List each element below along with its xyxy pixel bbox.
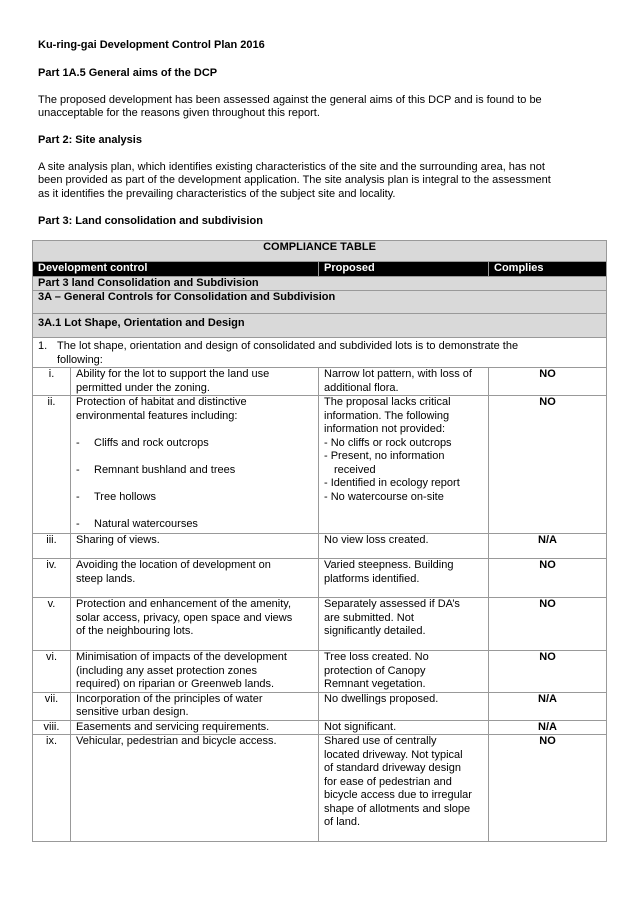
row-control-line: Sharing of views.	[76, 534, 160, 546]
row-control-line: Protection and enhancement of the amenity,	[76, 598, 292, 610]
row-number: ix.	[33, 735, 71, 842]
row-control-line: Vehicular, pedestrian and bicycle access.	[76, 735, 277, 747]
table-row	[33, 598, 607, 651]
row-control-line: Ability for the lot to support the land use	[76, 368, 270, 380]
row-proposed-line: additional flora.	[324, 381, 399, 394]
row-control-line: of the neighbouring lots.	[76, 625, 194, 637]
row-complies: N/A	[489, 720, 607, 735]
table-row	[33, 692, 607, 720]
row-proposed-line: of standard driveway design	[324, 762, 461, 774]
row-proposed-line: Not significant.	[324, 720, 397, 733]
row-control-line: permitted under the zoning.	[76, 381, 210, 394]
row-number: vi.	[33, 651, 71, 693]
header-control: Development control	[33, 262, 319, 277]
row-proposed-line: Narrow lot pattern, with loss of	[324, 368, 472, 380]
row-proposed	[319, 720, 489, 735]
row-complies: NO	[489, 598, 607, 651]
part1-heading: Part 1A.5 General aims of the DCP	[38, 67, 218, 79]
dash-bullet: -	[76, 490, 80, 503]
table-row	[33, 720, 607, 735]
row-control	[71, 692, 319, 720]
row-number: v.	[33, 598, 71, 651]
row-proposed	[319, 368, 489, 396]
row-complies: N/A	[489, 534, 607, 559]
row-proposed	[319, 692, 489, 720]
row-proposed-line: shape of allotments and slope	[324, 802, 471, 815]
row-control-line: sensitive urban design.	[76, 706, 189, 718]
section-3-label: 3A.1 Lot Shape, Orientation and Design	[33, 314, 607, 338]
intro-row	[33, 338, 607, 368]
part1-text-line-1: The proposed development has been assessed against the general aims of this DCP and is found to be	[38, 94, 542, 106]
row-proposed-line: bicycle access due to irregular	[324, 789, 472, 801]
row-proposed	[319, 735, 489, 842]
row-proposed	[319, 651, 489, 693]
sub-item	[76, 464, 313, 478]
row-proposed	[319, 396, 489, 534]
row-number: viii.	[33, 720, 71, 735]
row-proposed-line: information not provided:	[324, 423, 446, 435]
part2-heading: Part 2: Site analysis	[38, 134, 142, 146]
row-proposed-line: No dwellings proposed.	[324, 692, 439, 705]
row-proposed-line: - Present, no information	[324, 450, 445, 462]
row-control	[71, 396, 319, 534]
row-control	[71, 368, 319, 396]
row-proposed-line: received	[334, 463, 376, 476]
row-control-line: Minimisation of impacts of the development	[76, 651, 287, 663]
dcp-heading: Ku-ring-gai Development Control Plan 2016	[38, 39, 265, 51]
row-proposed-line: Varied steepness. Building	[324, 559, 454, 571]
row-control	[71, 598, 319, 651]
sub-item-label: Remnant bushland and trees	[94, 463, 236, 476]
section-row-3	[33, 314, 607, 338]
row-proposed-line: protection of Canopy	[324, 664, 426, 677]
row-proposed	[319, 598, 489, 651]
row-control-line: Protection of habitat and distinctive	[76, 396, 247, 408]
table-row	[33, 368, 607, 396]
row-proposed-line: No view loss created.	[324, 534, 429, 546]
row-complies: NO	[489, 559, 607, 598]
row-control	[71, 735, 319, 842]
row-number: iv.	[33, 559, 71, 598]
row-number: i.	[33, 368, 71, 396]
table-title: COMPLIANCE TABLE	[33, 241, 607, 262]
table-row	[33, 651, 607, 693]
header-proposed: Proposed	[319, 262, 489, 277]
row-control	[71, 720, 319, 735]
row-control	[71, 651, 319, 693]
table-row	[33, 396, 607, 534]
row-proposed-line: significantly detailed.	[324, 625, 426, 637]
row-control-line: Easements and servicing requirements.	[76, 720, 270, 733]
row-control-line: (including any asset protection zones	[76, 664, 257, 677]
row-control-line: Incorporation of the principles of water	[76, 692, 263, 705]
row-control-line: steep lands.	[76, 572, 136, 585]
row-proposed-line: platforms identified.	[324, 572, 420, 585]
row-proposed-line: for ease of pedestrian and	[324, 775, 452, 788]
part2-text-line-2: been provided as part of the development application. The site analysis plan is integral to the assessment	[38, 174, 551, 186]
dash-bullet: -	[76, 436, 80, 449]
row-complies: N/A	[489, 692, 607, 720]
section-row-1	[33, 276, 607, 291]
dash-bullet: -	[76, 517, 80, 530]
sub-item-label: Tree hollows	[94, 490, 156, 503]
row-proposed-line: Separately assessed if DA’s	[324, 598, 460, 610]
row-complies: NO	[489, 396, 607, 534]
row-control-line: required) on riparian or Greenweb lands.	[76, 678, 275, 690]
sub-item	[76, 518, 313, 532]
row-proposed-line: The proposal lacks critical	[324, 396, 451, 408]
row-complies: NO	[489, 651, 607, 693]
table-title-row	[33, 241, 607, 262]
sub-item	[76, 491, 313, 505]
sub-item-label: Natural watercourses	[94, 517, 198, 530]
row-complies: NO	[489, 735, 607, 842]
table-row	[33, 534, 607, 559]
row-proposed-line: are submitted. Not	[324, 611, 414, 624]
part2-text-line-3: as it identifies the prevailing characteristics of the subject site and locality.	[38, 188, 396, 200]
row-control-line: Avoiding the location of development on	[76, 559, 271, 571]
section-1-label: Part 3 land Consolidation and Subdivision	[33, 276, 607, 291]
row-complies: NO	[489, 368, 607, 396]
section-2-label: 3A – General Controls for Consolidation and Subdivision	[33, 291, 607, 314]
part3-heading: Part 3: Land consolidation and subdivision	[38, 215, 263, 227]
dash-bullet: -	[76, 463, 80, 476]
row-number: iii.	[33, 534, 71, 559]
part1-text-line-2: unacceptable for the reasons given throughout this report.	[38, 107, 320, 119]
row-proposed-line: information. The following	[324, 409, 450, 422]
row-control-line: solar access, privacy, open space and views	[76, 611, 293, 624]
compliance-table	[32, 240, 607, 842]
table-row	[33, 559, 607, 598]
intro-line-2: following:	[57, 353, 103, 366]
table-row	[33, 735, 607, 842]
sub-item-label: Cliffs and rock outcrops	[94, 436, 209, 449]
intro-line-1: The lot shape, orientation and design of consolidated and subdivided lots is to demonstrate the	[57, 340, 519, 352]
row-proposed-line: - No cliffs or rock outcrops	[324, 436, 452, 449]
row-proposed	[319, 559, 489, 598]
row-proposed-line: of land.	[324, 816, 361, 828]
row-proposed-line: - No watercourse on-site	[324, 490, 444, 503]
row-proposed-line: Shared use of centrally	[324, 735, 437, 747]
row-proposed-line: Tree loss created. No	[324, 651, 429, 663]
row-proposed-line: Remnant vegetation.	[324, 678, 426, 690]
row-proposed	[319, 534, 489, 559]
row-number: ii.	[33, 396, 71, 534]
row-control	[71, 534, 319, 559]
section-row-2	[33, 291, 607, 314]
header-complies: Complies	[489, 262, 607, 277]
row-number: vii.	[33, 692, 71, 720]
row-proposed-line: located driveway. Not typical	[324, 748, 463, 761]
part2-text-line-1: A site analysis plan, which identifies existing characteristics of the site and the surrounding area, has not	[38, 161, 545, 173]
sub-item	[76, 437, 313, 451]
intro-number: 1.	[38, 340, 48, 352]
table-header-row	[33, 262, 607, 277]
row-proposed-line: - Identified in ecology report	[324, 477, 460, 489]
row-control	[71, 559, 319, 598]
row-control-line: environmental features including:	[76, 409, 238, 422]
